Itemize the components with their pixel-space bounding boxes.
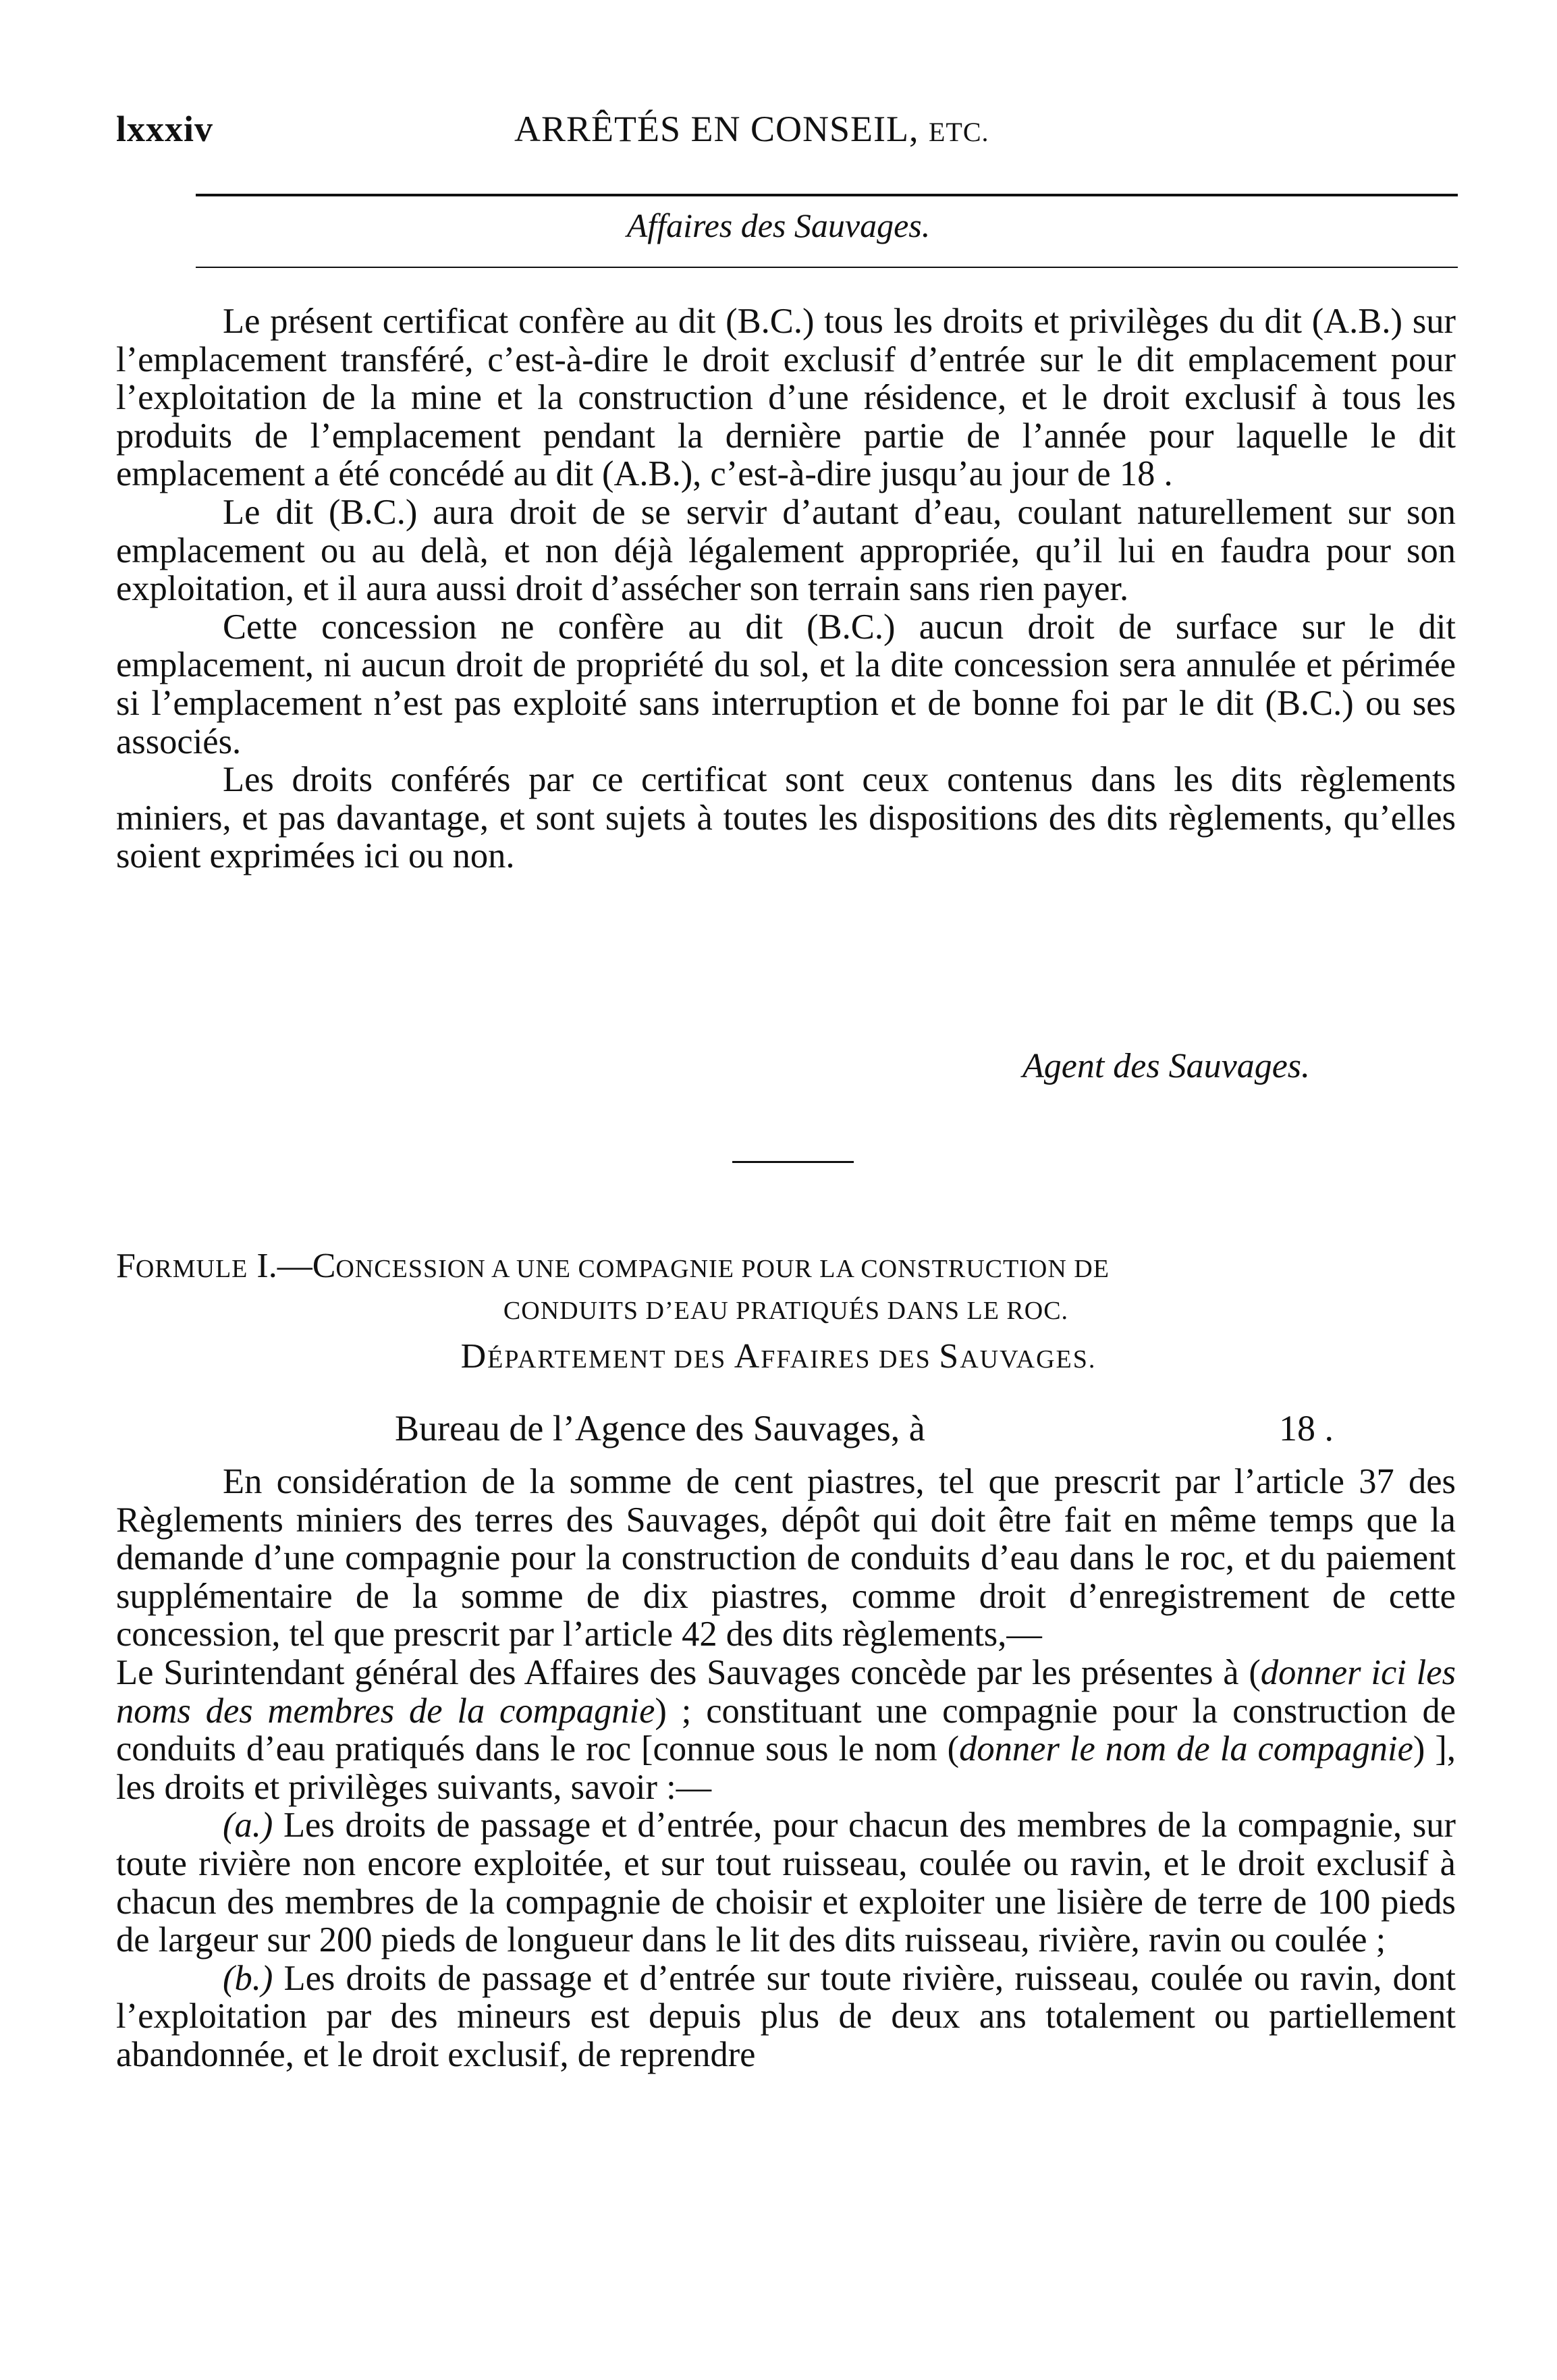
section-divider — [732, 1161, 854, 1163]
certificate-text — [116, 302, 1456, 875]
dept-rest-2: FFAIRES DES — [761, 1345, 939, 1374]
certificate-paragraph: Le dit (B.C.) aura droit de se servir d’autant d’eau, coulant naturellement sur son emplacement ou au delà, et non déjà légalement appropriée, qu’il lui en faudra pour son exploitation, et il aura aussi droit d’assécher son terrain sans rien payer. — [116, 492, 1456, 609]
formule-heading-line2: CONDUITS D’EAU PRATIQUÉS DANS LE ROC. — [503, 1297, 1069, 1325]
formule-title-initial: C — [312, 1247, 336, 1285]
concession-text — [116, 1463, 1456, 2074]
item-b-label: (b.) — [223, 1958, 273, 1998]
item-a-paragraph — [116, 1806, 1456, 1959]
formule-title-rest: ONCESSION A UNE COMPAGNIE POUR LA CONSTRUCTION DE — [335, 1255, 1110, 1283]
page-number: lxxxiv — [116, 109, 214, 149]
dept-rest-3: AUVAGES. — [960, 1345, 1097, 1374]
certificate-paragraph: Le présent certificat confère au dit (B.C.) tous les droits et privilèges du dit (A.B.) sur l’emplacement transféré, c’est-à-dire le droit exclusif d’entrée sur le dit emplacement pour l’exploitation de la mine et la construction d’une résidence, et le droit exclusif à tous les produits de l’emplacement pendant la dernière partie de l’année pour laquelle le dit emplacement a été concédé au dit (A.B.), c’est-à-dire jusqu’au jour de 18 . — [116, 302, 1456, 494]
running-title-main: ARRÊTÉS EN CONSEIL, — [514, 109, 919, 149]
formule-label-rest: ORMULE — [135, 1255, 248, 1283]
formule-heading — [116, 1245, 1456, 1332]
formule-number: I.— — [256, 1247, 312, 1285]
dept-initial-3: S — [939, 1337, 960, 1376]
formule-label-initial: F — [116, 1247, 136, 1285]
item-a-text: Les droits de passage et d’entrée, pour chacun des membres de la compagnie, sur toute rivière non encore exploitée, et sur tout ruisseau, coulée ou ravin, et le droit exclusif à chacun des membres de la compagnie de choisir et exploiter une lisière de terre de 100 pieds de largeur sur 200 pieds de longueur dans le lit des dits ruisseau, rivière, ravin ou coulée ; — [116, 1806, 1456, 1960]
header-rule — [196, 194, 1458, 196]
item-b-paragraph — [116, 1959, 1456, 2074]
grant-text-2: ) ; constituant une compagnie pour la construction de conduits d’eau pratiqués dans le roc [connue sous le nom ( — [116, 1691, 1456, 1769]
grant-text-3: ) ], les droits et privilèges suivants, savoir :— — [116, 1729, 1456, 1807]
dept-rest-1: ÉPARTEMENT DES — [487, 1345, 734, 1374]
bureau-text: Bureau de l’Agence des Sauvages, à — [395, 1408, 925, 1449]
grant-italic-1: donner ici les noms des membres de la compagnie — [116, 1652, 1456, 1731]
item-b-text: Les droits de passage et d’entrée sur toute rivière, ruisseau, coulée ou ravin, dont l’exploitation par des mineurs est depuis plus de deux ans totalement ou partiellement abandonnée, et le droit exclusif, de reprendre — [116, 1958, 1456, 2074]
item-a-label: (a.) — [223, 1806, 273, 1845]
department-heading — [0, 1336, 1557, 1376]
grant-italic-2: donner le nom de la compagnie — [959, 1729, 1413, 1769]
certificate-paragraph: Cette concession ne confère au dit (B.C.) aucun droit de surface sur le dit emplacement, ni aucun droit de propriété du sol, et la dite concession sera annulée et périmée si l’emplacement n’est pas exploité sans interruption et de bonne foi par le dit (B.C.) ou ses associés. — [116, 607, 1456, 761]
certificate-paragraph: Les droits conférés par ce certificat sont ceux contenus dans les dits règlements miniers, et pas davantage, et sont sujets à toutes les dispositions des dits règlements, qu’elles soient exprimées ici ou non. — [116, 760, 1456, 876]
dept-initial-2: A — [734, 1337, 761, 1376]
grant-paragraph — [116, 1654, 1456, 1806]
running-title — [514, 108, 989, 150]
grant-text-1: Le Surintendant général des Affaires des Sauvages concède par les présentes à ( — [116, 1652, 1261, 1692]
bureau-line — [395, 1407, 1407, 1449]
running-title-etc: ETC. — [929, 117, 989, 147]
agent-signature: Agent des Sauvages. — [1022, 1047, 1311, 1085]
section-rule — [196, 267, 1458, 268]
running-head — [116, 108, 1442, 155]
bureau-year: 18 . — [1279, 1408, 1334, 1449]
section-title: Affaires des Sauvages. — [626, 207, 931, 244]
dept-initial-1: D — [460, 1337, 488, 1376]
concession-paragraph: En considération de la somme de cent piastres, tel que prescrit par l’article 37 des Règlements miniers des terres des Sauvages, dépôt qui doit être fait en même temps que la demande d’une compagnie pour la construction de conduits d’eau dans le roc, et du paiement supplémentaire de la somme de dix piastres, comme droit d’enregistrement de cette concession, tel que prescrit par l’article 42 des dits règlements,— — [116, 1462, 1456, 1654]
formule-heading-line1 — [116, 1245, 1456, 1290]
